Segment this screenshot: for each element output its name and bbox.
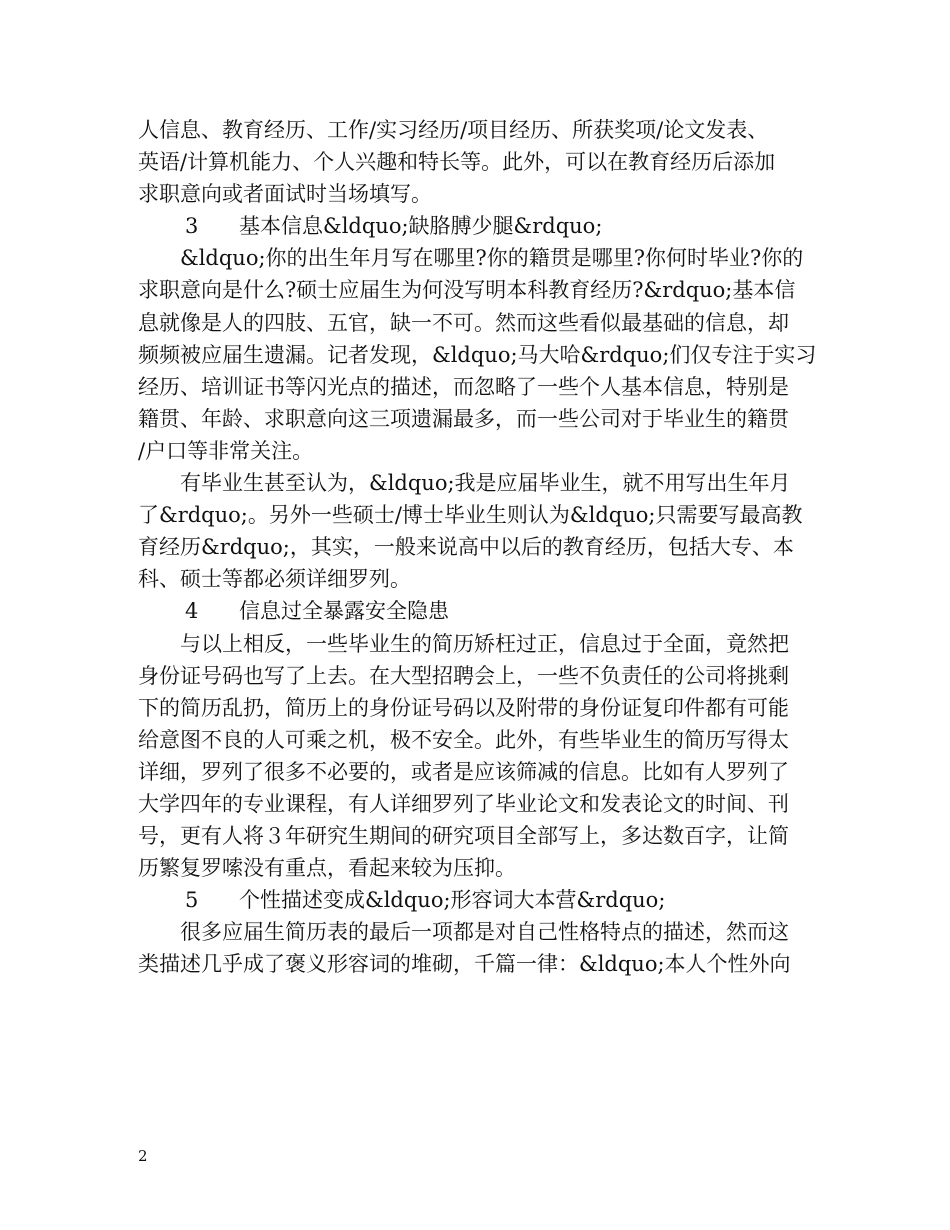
text-line: /户口等非常关注。: [138, 438, 314, 463]
text-line: 求职意向或者面试时当场填写。: [138, 182, 432, 207]
page-number: 2: [138, 1147, 148, 1165]
text-line: 科、硕士等都必须详细罗列。: [138, 567, 411, 592]
section-heading: [138, 884, 818, 916]
text-line: 下的简历乱扔，简历上的身份证号码以及附带的身份证复印件都有可能: [138, 695, 789, 720]
text-line: 身份证号码也写了上去。在大型招聘会上，一些不负责任的公司将挑剩: [138, 663, 789, 688]
paragraph-first-line: 与以上相反，一些毕业生的简历矫枉过正，信息过于全面，竟然把: [180, 631, 789, 656]
text-line: 历繁复罗嗦没有重点，看起来较为压抑。: [138, 856, 516, 881]
text-line: 籍贯、年龄、求职意向这三项遗漏最多，而一些公司对于毕业生的籍贯: [138, 406, 789, 431]
text-line: 号，更有人将３年研究生期间的研究项目全部写上，多达数百字，让简: [138, 824, 789, 849]
section-heading: [138, 210, 818, 242]
text-line: 大学四年的专业课程，有人详细罗列了毕业论文和发表论文的时间、刊: [138, 791, 789, 816]
text-line: 育经历&rdquo;，其实，一般来说高中以后的教育经历，包括大专、本: [138, 535, 794, 560]
section-title: 个性描述变成&ldquo;形容词大本营&rdquo;: [239, 888, 666, 913]
text-line: 经历、培训证书等闪光点的描述，而忽略了一些个人基本信息，特别是: [138, 374, 789, 399]
paragraph-first-line: &ldquo;你的出生年月写在哪里?你的籍贯是哪里?你何时毕业?你的: [180, 246, 804, 271]
text-line: 英语/计算机能力、个人兴趣和特长等。此外，可以在教育经历后添加: [138, 150, 776, 175]
section-number: 5: [185, 888, 199, 913]
body-text: [138, 114, 818, 981]
text-line: 了&rdquo;。另外一些硕士/博士毕业生则认为&ldquo;只需要写最高教: [138, 503, 803, 528]
text-line: 息就像是人的四肢、五官，缺一不可。然而这些看似最基础的信息，却: [138, 310, 789, 335]
text-line: 求职意向是什么?硕士应届生为何没写明本科教育经历?&rdquo;基本信: [138, 278, 796, 303]
text-line: 给意图不良的人可乘之机，极不安全。此外，有些毕业生的简历写得太: [138, 727, 789, 752]
paragraph-first-line: 很多应届生简历表的最后一项都是对自己性格特点的描述，然而这: [180, 920, 789, 945]
paragraph-first-line: 有毕业生甚至认为，&ldquo;我是应届毕业生，就不用写出生年月: [180, 471, 791, 496]
section-title: 信息过全暴露安全隐患: [239, 599, 449, 624]
section-heading: [138, 595, 818, 627]
section-title: 基本信息&ldquo;缺胳膊少腿&rdquo;: [239, 214, 603, 239]
section-number: 4: [185, 599, 199, 624]
text-line: 频频被应届生遗漏。记者发现，&ldquo;马大哈&rdquo;们仅专注于实习: [138, 342, 817, 367]
text-line: 类描述几乎成了褒义形容词的堆砌，千篇一律：&ldquo;本人个性外向: [138, 952, 791, 977]
section-number: 3: [185, 214, 199, 239]
text-line: 人信息、教育经历、工作/实习经历/项目经历、所获奖项/论文发表、: [138, 118, 769, 142]
text-line: 详细，罗列了很多不必要的，或者是应该筛减的信息。比如有人罗列了: [138, 759, 789, 784]
